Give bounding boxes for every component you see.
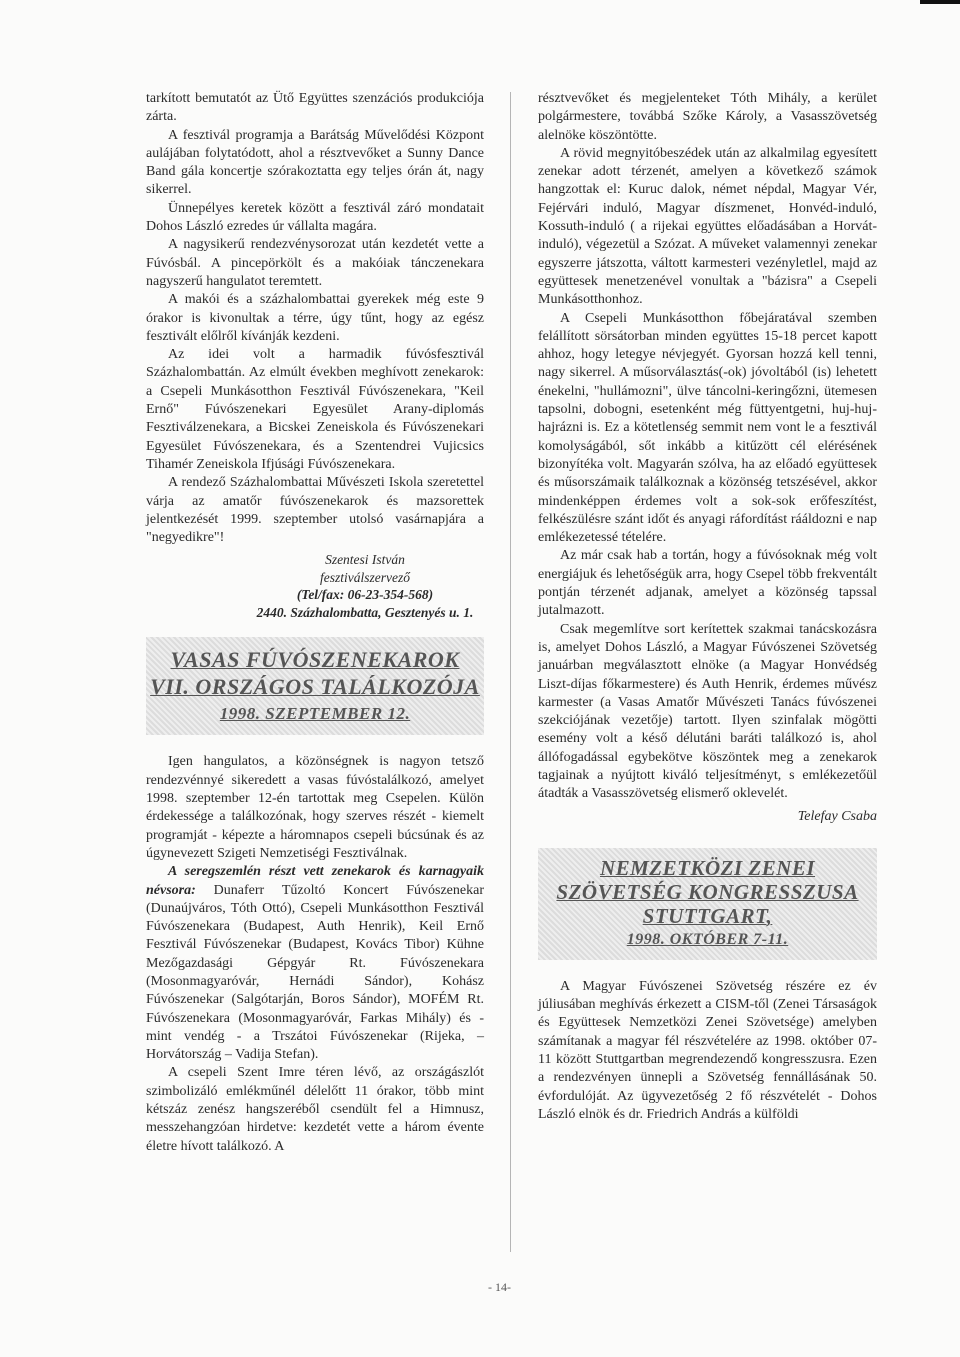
left-column — [146, 90, 484, 1156]
banner-line: SZÖVETSÉG KONGRESSZUSA — [556, 879, 859, 904]
banner-line: 1998. OKTÓBER 7-11. — [626, 930, 789, 948]
banner-line: NEMZETKÖZI ZENEI — [599, 855, 816, 880]
banner-line: STUTTGART, — [642, 903, 773, 928]
paragraph: A fesztivál programja a Barátság Művelődési Központ aulájában folytatódott, ahol a résztvevőket a Sunny Dance Band gála koncertje szórakoztatta egy teljes órán át, nagy sikerrel. — [146, 127, 484, 198]
paragraph: tarkított bemutatót az Ütő Együttes szenzációs produkciója zárta. — [146, 91, 484, 125]
section-banner-vasas — [146, 637, 484, 735]
author-signature: Telefay Csaba — [797, 808, 877, 824]
signature-address: 2440. Százhalombatta, Gesztenyés u. 1. — [256, 604, 474, 620]
right-column — [538, 90, 877, 1124]
page-number: - 14- — [488, 1280, 511, 1294]
paragraph: Csak megemlítve sort kerítettek szakmai tanácskozásra is, amelyet Dohos László, a Magyar Fúvószenei Szövetség januárban megválasztott elnöke (a Magyar Honvédség Liszt-díjas főkarmestere) és Auth Henrik, érdemes művész karmester (a Vasas Amatőr Művészeti Tanács fúvószenei szekciójának vezetője) tartott. Ilyen szinfalak mögötti esemény volt a késő délutáni baráti találkozó is, ahol állófogadással egybekötve köszöntek meg a zenekarok tagjainak a nyújtott kiváló teljesítményt, s emlékezetőül átadták a Vasasszövetség elismerő oklevelét. — [538, 621, 877, 802]
paragraph: Igen hangulatos, a közönségnek is nagyon tetsző rendezvénnyé sikeredett a vasas fúvóstalálkozó, amelyet 1998. szeptember 12-én tartottak meg Csepelen. Külön érdekessége a találkozónak, hogy szerves részét - kiemelt programját - képezte a háromnapos csepeli búcsúnak és az úgynevezett Szigeti Nemzetiségi Fesztiválnak. — [146, 754, 484, 861]
banner-line: VII. ORSZÁGOS TALÁLKOZÓJA — [150, 673, 480, 699]
signature-phone: (Tel/fax: 06-23-354-568) — [296, 587, 434, 603]
column-divider — [510, 92, 511, 1252]
section-banner-cism — [538, 848, 877, 960]
paragraph: Ünnepélyes keretek között a fesztivál záró mondatait Dohos László ezredes úr vállalta magára. — [146, 200, 484, 235]
banner-line: VASAS FÚVÓSZENEKAROK — [170, 646, 460, 672]
author-signature — [246, 551, 484, 621]
paragraph: Az idei volt a harmadik fúvósfesztivál Százhalombattán. Az elmúlt években meghívott zenekarok: a Csepeli Munkásotthon Fesztivál Fúvószenekara, "Keil Ernő" Fúvószenekari Egyesület Arany-diplomás Fesztiválzenekara, a Bicskei Zeneiskola és Fúvószenekari Egyesület Fúvószenekara, és a Szentendrei Vujicsics Tihamér Zeneiskola Ifjúsági Fúvószenekara. — [146, 347, 484, 472]
paragraph: A Csepeli Munkásotthon főbejáratával szemben felállított sörsátorban minden együttes 15-18 percet kapott ahhoz, hogy letegye névjegyét. Gyorsan hozzá kell tenni, nagy sikerrel. A műsorválasztás(-ok) jóvoltából (is) lehetett énekelni, "hullámozni", ülve táncolni-keringőzni, ütemesen tapsolni, dobogni, esetenként még füttyentgetni, huj-huj-hajrázni is. Ez a kötetlenség semmit nem vont le a fesztivál komolyságából, sőt inkább a kitűzött cél elérésének bizonyítéka volt. Magyarán szólva, ha az előadó együttesek és műsorszámaik találkoznak a közönség tetszésével, akkor mindenképpen érdemes volt a sok-sok erőfeszítést, felkészülésre szánt időt és anyagi ráfordítást rááldozni e nap emlékezetessé tételére. — [538, 310, 877, 546]
paragraph: A rendező Százhalombattai Művészeti Iskola szeretettel várja az amatőr fúvószenekarok és mazsorettek jelentkezését 1999. szeptember utolsó vasárnapjára a "negyedikre"! — [146, 475, 484, 546]
signature-name: Szentesi István — [325, 552, 405, 568]
scan-corner-mark — [920, 0, 960, 4]
paragraph: A csepeli Szent Imre téren lévő, az országászlót szimbolizáló emlékműnél délelőtt 11 órakor, több mint kétszáz zenész hangszeréből csendült fel a Himnusz, messzehangzóan hirdetve: kezdetét vette a három évente életre hívott találkozó. A — [146, 1065, 484, 1154]
participants-list: Dunaferr Tűzoltó Koncert Fúvószenekar (Dunaújváros, Tóth Ottó), Csepeli Munkásotthon Fesztivál Fúvószenekara (Budapest, Auth Henrik), Keil Ernő Fesztivál Fúvószenekar (Budapest, Kovács Tibor) Kühne Mezőgazdasági Gépgyár Rt. Fúvószenekara (Mosonmagyaróvár, Hernádi Sándor), Kohász Fúvószenekar (Salgótarján, Boros Sándor), MOFÉM Rt. Fúvószenekara (Mosonmagyaróvár, Farkas Mihály) és - mint vendég - a Trszátoi Fúvószenekar (Rijeka, – Horvátország – Vadija Stefan). — [146, 882, 484, 1063]
paragraph: A rövid megnyitóbeszédek után az alkalmilag egyesített zenekar adott térzenét, amelyen a következő számok hangzottak el: Kuruc dalok, német népdal, Magyar Vér, Fejérvári induló, Magyar díszmenet, Honvéd-induló, Kossuth-induló ( a rijekai együttes előadásában a Horvát-induló), végezetül a Szózat. A műveket valamennyi zenekar egyszerre játszotta, váltott karmesteri vezényletlel, majd az együttesek menetzenével vonultak a "bázisra" a Csepeli Munkásotthonhoz. — [538, 145, 877, 308]
paragraph: A Magyar Fúvószenei Szövetség részére ez év júliusában meghívás érkezett a CISM-től (Zenei Társaságok és Együttesek Nemzetközi Zenei Szövetsége) amelyben számítanak a magyar fél részvételére az 1998. október 07-11 között Stuttgartban megrendezendő kongresszusra. Ezen a rendezvényen ünnepli a Szövetség fennállásának 50. évfordulóját. Az ügyvezetőség 2 fő részvételét - Dohos László elnök és dr. Friedrich András a külföldi — [538, 978, 877, 1122]
paragraph: A nagysikerű rendezvénysorozat után kezdetét vette a Fúvósbál. A pincepörkölt és a makóiak tánczenekara nagyszerű hangulatot teremtett. — [146, 237, 484, 289]
signature-role: fesztiválszervező — [320, 569, 410, 585]
participants-intro: A seregszemlén részt vett zenekarok és karnagyaik névsora: — [146, 864, 484, 898]
paragraph: Az már csak hab a tortán, hogy a fúvósoknak még volt energiájuk és lehetőségük arra, hogy Csepel több frekventált pontján térzenét adjanak, amelyet a közönség tapssal jutalmazott. — [538, 548, 877, 619]
paragraph-participants — [146, 863, 484, 1064]
paragraph: A makói és a százhalombattai gyerekek még este 9 órakor is kivonultak a térre, úgy tűnt, hogy az egész fesztivált előlről kívánják kezdeni. — [146, 292, 484, 344]
paragraph: résztvevőket és megjelenteket Tóth Mihály, a kerület polgármestere, továbbá Szőke Károly, a Vasasszövetség alelnöke köszöntötte. — [538, 91, 877, 143]
banner-line: 1998. SZEPTEMBER 12. — [219, 703, 411, 723]
